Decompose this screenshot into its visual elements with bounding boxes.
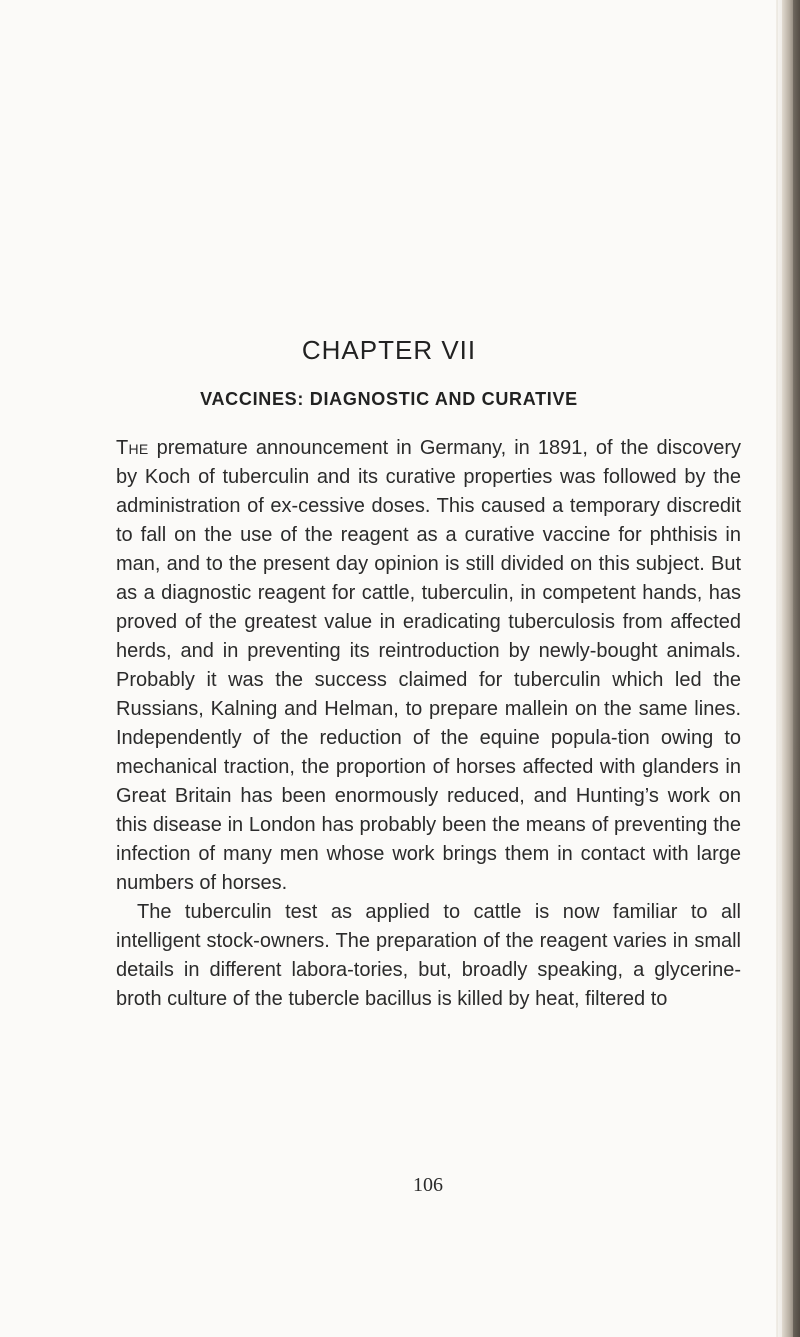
paragraph-lead-word: The bbox=[116, 437, 149, 459]
paragraph-text: premature announcement in Germany, in 1891, of the discovery by Koch of tuberculin and its curative properties was followed by the administration of ex-cessive doses. This caused a temporary discredit to fall on the use of the reagent as a curative vaccine for phthisis in man, and to the present day opinion is still divided on this subject. But as a diagnostic reagent for cattle, tuberculin, in competent hands, has proved of the greatest value in eradicating tuberculosis from affected herds, and in preventing its reintroduction by newly-bought animals. Probably it was the success claimed for tuberculin which led the Russians, Kalning and Helman, to prepare mallein on the same lines. Independently of the reduction of the equine popula-tion owing to mechanical traction, the proportion of horses affected with glanders in Great Britain has been enormously reduced, and Hunting’s work on this disease in London has probably been the means of preventing the infection of many men whose work brings them in contact with large numbers of horses. bbox=[116, 437, 741, 894]
page-number: 106 bbox=[413, 1174, 443, 1196]
page-edge bbox=[776, 0, 800, 1337]
paragraph-text: The tuberculin test as applied to cattle is now familiar to all intelligent stock-owners. The preparation of the reagent varies in small details in different labora-tories, but, broadly speaking, a glycerine-broth culture of the tubercle bacillus is killed by heat, filtered to bbox=[116, 901, 741, 1010]
chapter-title: VACCINES: DIAGNOSTIC AND CURATIVE bbox=[200, 389, 578, 409]
paragraph-2 bbox=[116, 898, 741, 1014]
chapter-body bbox=[116, 434, 741, 1014]
paragraph-1 bbox=[116, 434, 741, 898]
chapter-label: CHAPTER VII bbox=[301, 335, 477, 365]
